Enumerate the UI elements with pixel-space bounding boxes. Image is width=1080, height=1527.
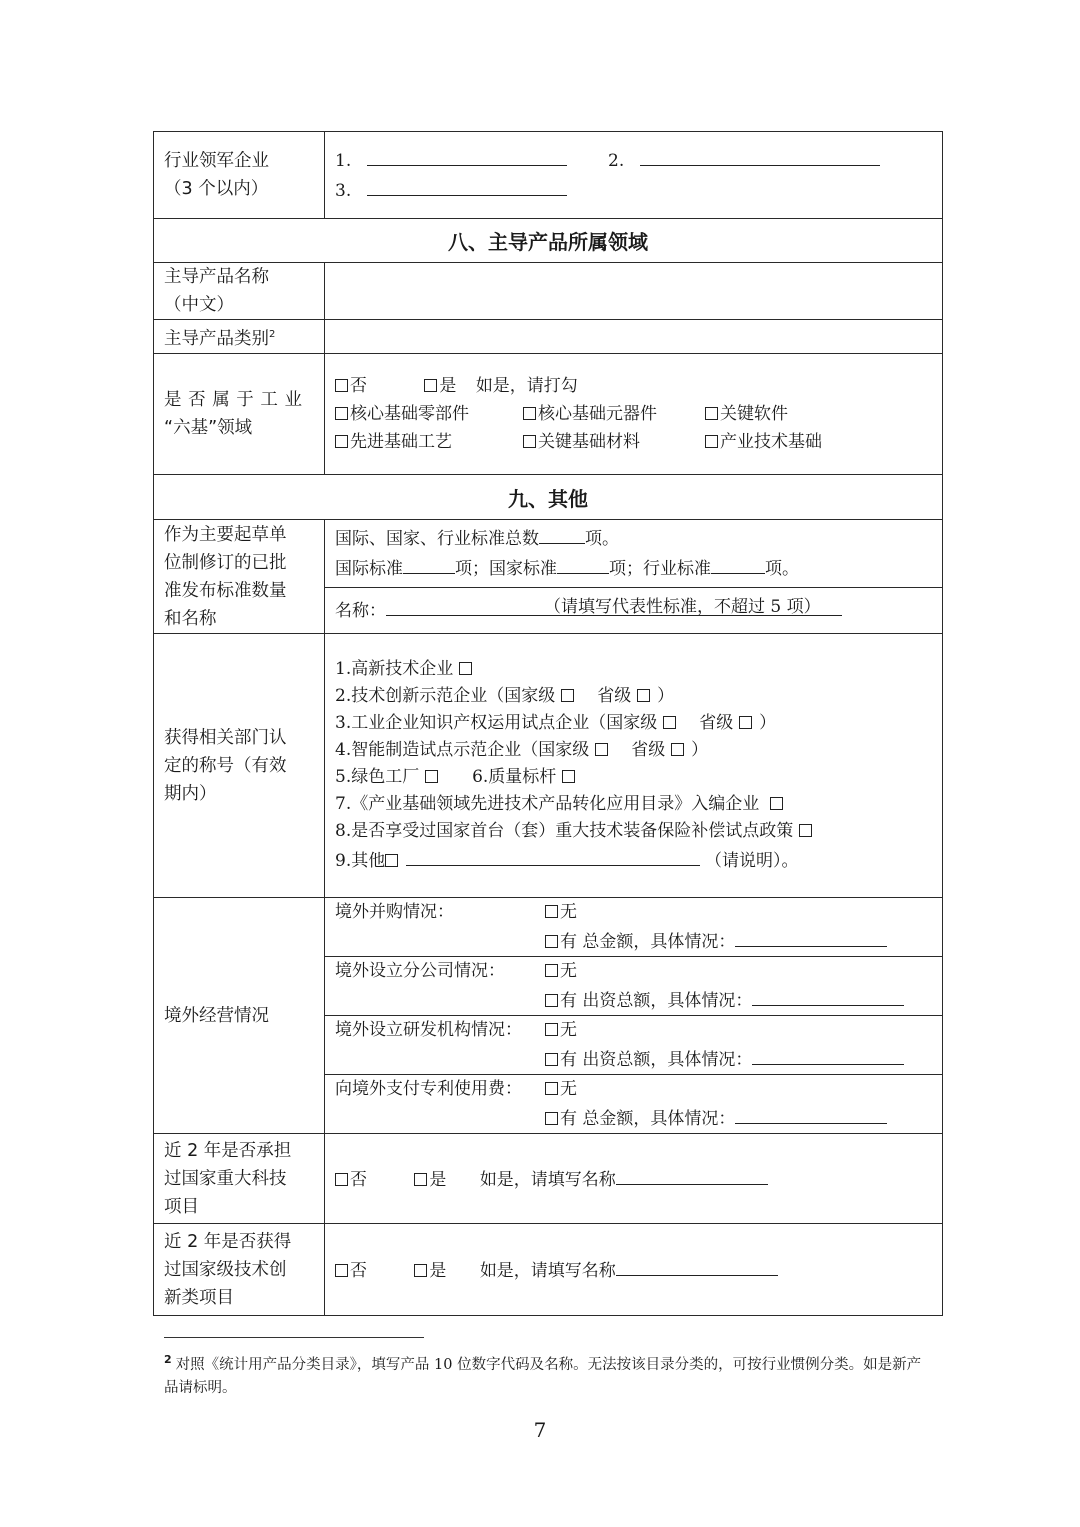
- leader-3-num: 3.: [335, 181, 352, 201]
- titles-label-line3: 期内）: [164, 783, 217, 804]
- major-name-field[interactable]: [616, 1164, 768, 1185]
- overseas-patent-field[interactable]: [735, 1103, 887, 1124]
- overseas-ma-label: 境外并购情况：: [335, 902, 454, 922]
- title-3-text: 3.工业企业知识产权运用试点企业（国家级: [335, 713, 658, 733]
- innovation-project-label: [154, 1224, 325, 1316]
- titles-label-line1: 获得相关部门认: [164, 727, 287, 748]
- overseas-fields: [325, 898, 943, 1134]
- leaders-label-line1: 行业领军企业: [164, 151, 269, 171]
- product-category-label: [154, 320, 325, 354]
- leaders-label: [154, 132, 325, 219]
- title-7-text: 7.《产业基础领域先进技术产品转化应用目录》入编企业: [335, 794, 760, 814]
- product-name-label: [154, 263, 325, 320]
- std-name-field[interactable]: [386, 595, 842, 616]
- overseas-rd-label: 境外设立研发机构情况：: [335, 1020, 522, 1040]
- standards-label: [154, 520, 325, 634]
- innov-label-line2: 过国家级技术创: [164, 1259, 287, 1280]
- natl-std-field[interactable]: [557, 553, 609, 574]
- footnote-rule: [164, 1337, 424, 1338]
- six-basics-options: [325, 354, 943, 475]
- overseas-rd-no[interactable]: 无: [545, 1016, 577, 1044]
- section-9-title: 九、其他: [154, 475, 943, 520]
- overseas-branch-yes[interactable]: 有: [545, 987, 577, 1015]
- title-4-close: ）: [691, 740, 709, 760]
- six-basics-label-line2: “六基”领域: [164, 418, 253, 438]
- title-9-checkbox[interactable]: [385, 854, 398, 867]
- innov-label-line3: 新类项目: [164, 1287, 234, 1308]
- section-8-title: 八、主导产品所属领域: [154, 219, 943, 263]
- leader-2-field[interactable]: [640, 145, 880, 166]
- std-name-hint: （请填写代表性标准，不超过 5 项）: [544, 597, 821, 618]
- overseas-rd-field[interactable]: [752, 1044, 904, 1065]
- title-3-province-checkbox[interactable]: [739, 716, 752, 729]
- six-yes-checkbox[interactable]: 是: [424, 372, 456, 400]
- standards-label-line4: 和名称: [164, 608, 217, 629]
- overseas-branch-no[interactable]: 无: [545, 957, 577, 985]
- overseas-branch-label: 境外设立分公司情况：: [335, 961, 505, 981]
- title-4-province-checkbox[interactable]: [671, 743, 684, 756]
- footnote-ref-2: 2: [269, 328, 276, 340]
- industry-std-text: 项；行业标准: [609, 559, 711, 580]
- footnote: [164, 1348, 924, 1400]
- title-2-province-text: 省级: [597, 686, 632, 706]
- std-name-label: 名称：: [335, 601, 386, 622]
- titles-options: [325, 634, 943, 898]
- six-opt-1[interactable]: 核心基础零部件: [335, 400, 523, 428]
- title-9-text: 9.其他: [335, 851, 386, 871]
- application-form-table: [153, 131, 943, 1316]
- intl-std-text: 国际标准: [335, 559, 403, 580]
- standards-total-text: 国际、国家、行业标准总数: [335, 529, 539, 550]
- title-4-province-text: 省级: [631, 740, 666, 760]
- innov-name-field[interactable]: [616, 1255, 778, 1276]
- title-8-checkbox[interactable]: [799, 824, 812, 837]
- title-3-close: ）: [759, 713, 777, 733]
- intl-std-field[interactable]: [403, 553, 455, 574]
- title-9-field[interactable]: [406, 845, 700, 866]
- title-5-text: 5.绿色工厂: [335, 767, 420, 787]
- overseas-ma-detail: 总金额，具体情况：: [582, 932, 736, 952]
- standards-label-line2: 位制修订的已批: [164, 552, 287, 573]
- title-2-province-checkbox[interactable]: [637, 689, 650, 702]
- standards-total-field[interactable]: [539, 523, 585, 544]
- overseas-rd-yes[interactable]: 有: [545, 1046, 577, 1074]
- six-opt-3[interactable]: 关键软件: [705, 400, 788, 428]
- overseas-patent-detail: 总金额，具体情况：: [582, 1109, 736, 1129]
- product-name-label-line1: 主导产品名称: [164, 267, 269, 287]
- product-category-text: 主导产品类别: [164, 328, 269, 349]
- title-4-national-checkbox[interactable]: [595, 743, 608, 756]
- six-hint: 如是，请打勾: [475, 376, 578, 396]
- major-hint: 如是，请填写名称: [479, 1169, 616, 1190]
- major-project-fields: [325, 1134, 943, 1224]
- title-6-text: 6.质量标杆: [472, 767, 557, 787]
- leaders-label-line2: （3 个以内）: [164, 179, 269, 199]
- title-7-checkbox[interactable]: [770, 797, 783, 810]
- footnote-mark: 2: [164, 1353, 172, 1366]
- standards-total-unit: 项。: [585, 529, 619, 550]
- title-2-national-checkbox[interactable]: [561, 689, 574, 702]
- overseas-branch-field[interactable]: [752, 985, 904, 1006]
- titles-label: [154, 634, 325, 898]
- innov-hint: 如是，请填写名称: [479, 1260, 616, 1281]
- leader-1-num: 1.: [335, 151, 352, 171]
- leaders-fields: [325, 132, 943, 219]
- six-opt-5[interactable]: 关键基础材料: [523, 428, 705, 456]
- overseas-label: 境外经营情况: [154, 898, 325, 1134]
- title-6-checkbox[interactable]: [562, 770, 575, 783]
- title-3-province-text: 省级: [699, 713, 734, 733]
- title-2-text: 2.技术创新示范企业（国家级: [335, 686, 556, 706]
- footnote-text: 对照《统计用产品分类目录》，填写产品 10 位数字代码及名称。无法按该目录分类的，可按行业惯例分类。如是新产品请标明。: [164, 1356, 922, 1396]
- overseas-patent-no[interactable]: 无: [545, 1075, 577, 1103]
- overseas-ma-yes[interactable]: 有: [545, 928, 577, 956]
- innov-no-checkbox[interactable]: 否: [335, 1257, 367, 1285]
- major-no-checkbox[interactable]: 否: [335, 1166, 367, 1194]
- overseas-ma-no[interactable]: 无: [545, 898, 577, 926]
- titles-label-line2: 定的称号（有效: [164, 755, 287, 776]
- leader-2-num: 2.: [608, 151, 625, 171]
- major-project-label: [154, 1134, 325, 1224]
- title-9-hint: （请说明）。: [705, 851, 799, 871]
- natl-std-text: 项；国家标准: [455, 559, 557, 580]
- innov-yes-checkbox[interactable]: 是: [414, 1257, 446, 1285]
- title-8-text: 8.是否享受过国家首台（套）重大技术装备保险补偿试点政策: [335, 821, 794, 841]
- major-yes-checkbox[interactable]: 是: [414, 1166, 446, 1194]
- title-1-text: 1.高新技术企业: [335, 659, 454, 679]
- overseas-ma-field[interactable]: [735, 926, 887, 947]
- page-number: 7: [533, 1418, 547, 1442]
- overseas-rd-detail: 出资总额，具体情况：: [582, 1050, 753, 1070]
- standards-label-line3: 准发布标准数量: [164, 580, 287, 601]
- overseas-branch-detail: 出资总额，具体情况：: [582, 991, 753, 1011]
- title-2-close: ）: [657, 686, 675, 706]
- major-label-line1: 近 2 年是否承担: [164, 1140, 292, 1161]
- six-opt-2[interactable]: 核心基础元器件: [523, 400, 705, 428]
- overseas-patent-yes[interactable]: 有: [545, 1105, 577, 1133]
- product-category-field[interactable]: [325, 320, 943, 354]
- industry-std-field[interactable]: [711, 553, 765, 574]
- title-4-text: 4.智能制造试点示范企业（国家级: [335, 740, 590, 760]
- title-3-national-checkbox[interactable]: [663, 716, 676, 729]
- title-1-checkbox[interactable]: [459, 662, 472, 675]
- product-name-label-line2: （中文）: [164, 295, 234, 315]
- standards-fields: [325, 520, 943, 634]
- overseas-patent-label: 向境外支付专利使用费：: [335, 1079, 522, 1099]
- six-no-checkbox[interactable]: 否: [335, 372, 367, 400]
- innovation-project-fields: [325, 1224, 943, 1316]
- leader-3-field[interactable]: [367, 175, 567, 196]
- industry-std-unit: 项。: [765, 559, 799, 580]
- innov-label-line1: 近 2 年是否获得: [164, 1231, 292, 1252]
- six-opt-4[interactable]: 先进基础工艺: [335, 428, 523, 456]
- major-label-line3: 项目: [164, 1196, 199, 1217]
- six-basics-label-line1: 是 否 属 于 工 业: [164, 390, 302, 410]
- major-label-line2: 过国家重大科技: [164, 1168, 287, 1189]
- standards-label-line1: 作为主要起草单: [164, 524, 287, 545]
- six-opt-6[interactable]: 产业技术基础: [705, 428, 822, 456]
- title-5-checkbox[interactable]: [425, 770, 438, 783]
- six-basics-label: [154, 354, 325, 475]
- product-name-field[interactable]: [325, 263, 943, 320]
- leader-1-field[interactable]: [367, 145, 567, 166]
